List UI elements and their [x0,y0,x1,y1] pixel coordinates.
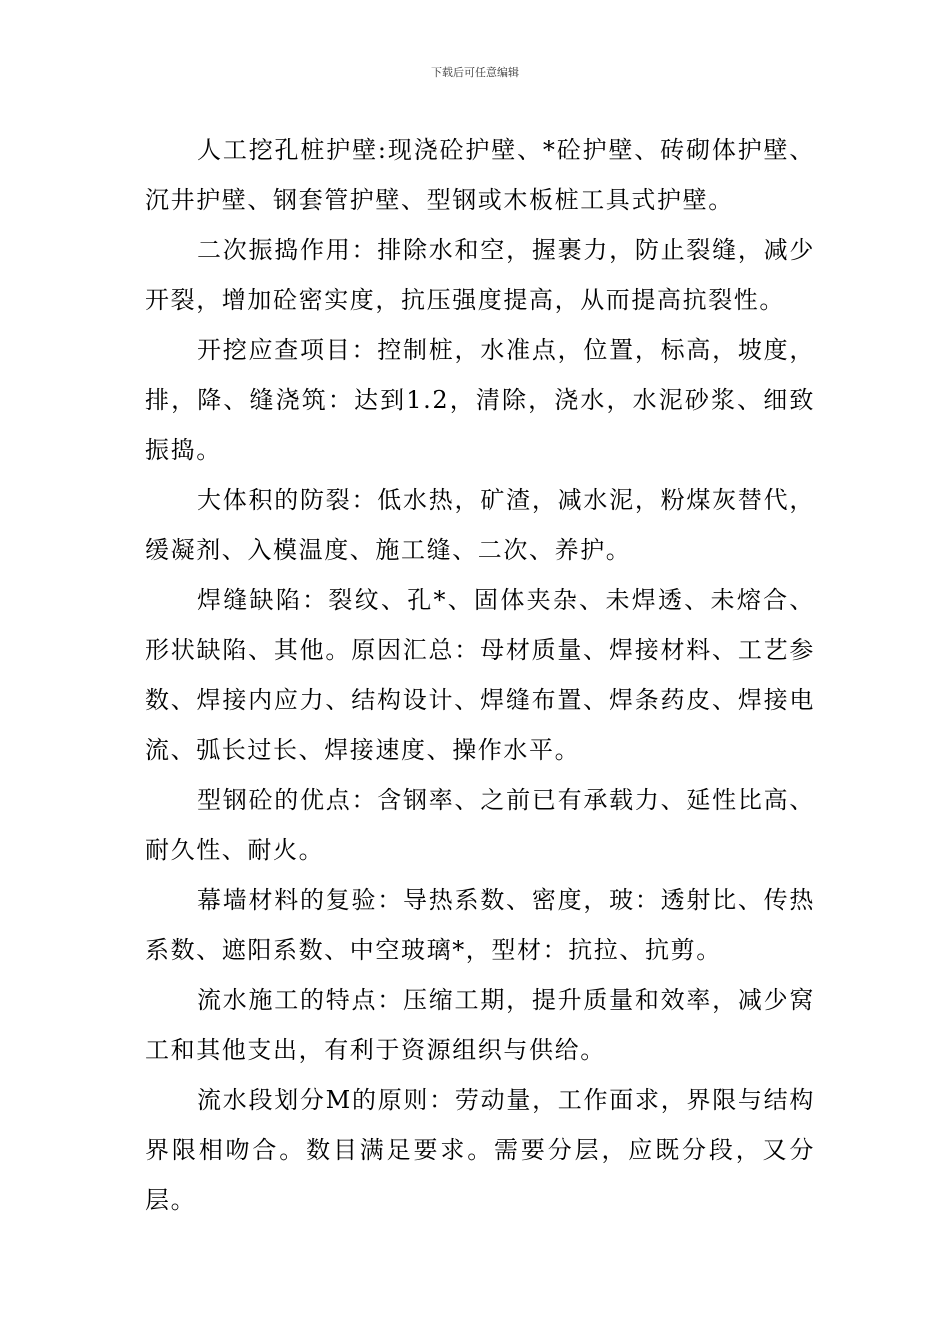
paragraph-secondary-vibration: 二次振捣作用：排除水和空，握裹力，防止裂缝，减少开裂，增加砼密实度，抗压强度提高，从而提高抗裂性。 [145,236,815,314]
paragraph-manual-pile-wall: 人工挖孔桩护壁:现浇砼护壁、*砼护壁、砖砌体护壁、沉井护壁、钢套管护壁、型钢或木板桩工具式护壁。 [145,136,815,214]
paragraph-steel-concrete-advantages: 型钢砼的优点：含钢率、之前已有承载力、延性比高、耐久性、耐火。 [145,786,815,864]
paragraph-weld-defects: 焊缝缺陷：裂纹、孔*、固体夹杂、未焊透、未熔合、形状缺陷、其他。原因汇总：母材质量、焊接材料、工艺参数、焊接内应力、结构设计、焊缝布置、焊条药皮、焊接电流、弧长过长、焊接速度、操作水平。 [145,586,815,764]
document-body [145,125,815,1225]
paragraph-curtain-wall-retest: 幕墙材料的复验：导热系数、密度，玻：透射比、传热系数、遮阳系数、中空玻璃*，型材：抗拉、抗剪。 [145,886,815,964]
paragraph-excavation-check: 开挖应查项目：控制桩，水准点，位置，标高，坡度，排，降、缝浇筑：达到1.2，清除，浇水，水泥砂浆、细致振捣。 [145,336,815,464]
paragraph-flow-section-division: 流水段划分M的原则：劳动量，工作面求，界限与结构界限相吻合。数目满足要求。需要分层，应既分段，又分层。 [145,1086,815,1214]
paragraph-flow-construction: 流水施工的特点：压缩工期，提升质量和效率，减少窝工和其他支出，有利于资源组织与供给。 [145,986,815,1064]
page-header-note: 下载后可任意编辑 [431,66,519,79]
paragraph-mass-concrete-crack: 大体积的防裂：低水热，矿渣，减水泥，粉煤灰替代，缓凝剂、入模温度、施工缝、二次、养护。 [145,486,815,564]
